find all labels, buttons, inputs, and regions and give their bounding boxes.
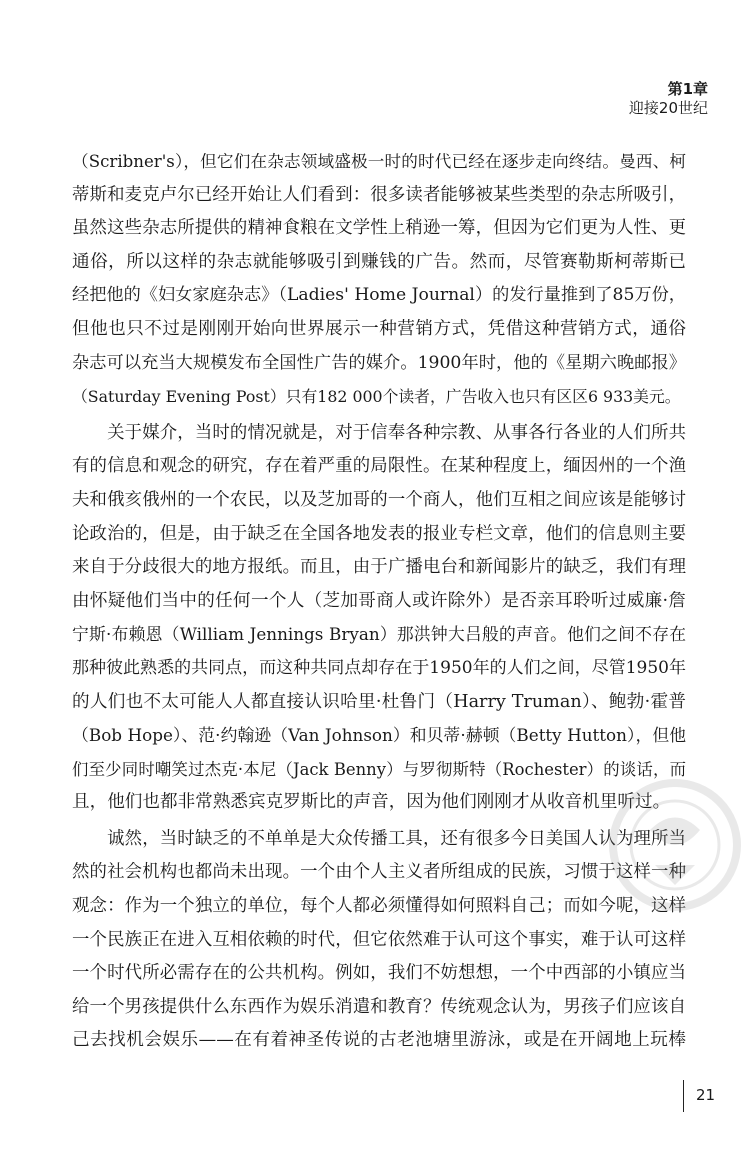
text-line: 一个时代所必需存在的公共机构。例如，我们不妨想想，一个中西部的小镇应当 (72, 963, 686, 984)
text-line: 们至少同时嘲笑过杰克·本尼（Jack Benny）与罗彻斯特（Rochester）的谈话，而 (72, 759, 686, 779)
body-text (72, 145, 686, 1058)
text-line: 由怀疑他们当中的任何一个人（芝加哥商人或许除外）是否亲耳聆听过威廉·詹 (72, 590, 686, 611)
text-line: 通俗，所以这样的杂志就能够吸引到赚钱的广告。然而，尽管赛勒斯柯蒂斯已 (72, 251, 686, 272)
text-line: 论政治的，但是，由于缺乏在全国各地发表的报业专栏文章，他们的信息则主要 (72, 523, 686, 544)
page-number: 21 (696, 1086, 716, 1104)
text-line: 蒂斯和麦克卢尔已经开始让人们看到：很多读者能够被某些类型的杂志所吸引， (72, 184, 686, 205)
chapter-number: 第1章 (667, 80, 708, 98)
text-line: 的人们也不太可能人人都直接认识哈里·杜鲁门（Harry Truman）、鲍勃·霍普 (72, 691, 686, 712)
text-line: 来自于分歧很大的地方报纸。而且，由于广播电台和新闻影片的缺乏，我们有理 (72, 557, 686, 578)
text-line: 但他也只不过是刚刚开始向世界展示一种营销方式，凭借这种营销方式，通俗 (72, 318, 686, 339)
text-line: （Scribner's），但它们在杂志领域盛极一时的时代已经在逐步走向终结。曼西、柯 (72, 152, 686, 171)
text-line: 且，他们也都非常熟悉宾克罗斯比的声音，因为他们刚刚才从收音机里听过。 (72, 792, 671, 813)
chapter-title: 迎接20世纪 (628, 99, 708, 117)
folio-rule (683, 1080, 684, 1112)
text-line: 有的信息和观念的研究，存在着严重的局限性。在某种程度上，缅因州的一个渔 (72, 456, 686, 477)
text-line: 杂志可以充当大规模发布全国性广告的媒介。1900年时，他的《星期六晚邮报》 (72, 352, 686, 373)
text-line: 经把他的《妇女家庭杂志》（Ladies' Home Journal）的发行量推到了85万份， (72, 285, 686, 306)
running-head (629, 80, 708, 118)
text-line: 然的社会机构也都尚未出现。一个由个人主义者所组成的民族，习惯于这样一种 (72, 862, 686, 883)
text-line: （Bob Hope）、范·约翰逊（Van Johnson）和贝蒂·赫顿（Betty Hutton），但他 (72, 725, 686, 746)
text-line: 宁斯·布赖恩（William Jennings Bryan）那洪钟大吕般的声音。他们之间不存在 (72, 624, 686, 645)
text-line: 一个民族正在进入互相依赖的时代，但它依然难于认可这个事实，难于认可这样 (72, 929, 686, 950)
text-line: 己去找机会娱乐——在有着神圣传说的古老池塘里游泳，或是在开阔地上玩棒 (72, 1030, 686, 1051)
text-line: 诚然，当时缺乏的不单单是大众传播工具，还有很多今日美国人认为理所当 (72, 828, 686, 849)
text-line: （Saturday Evening Post）只有182 000个读者，广告收入也只有区区6 933美元。 (72, 387, 681, 407)
text-line: 观念：作为一个独立的单位，每个人都必须懂得如何照料自己；而如今呢，这样 (72, 896, 686, 917)
text-line: 夫和俄亥俄州的一个农民，以及芝加哥的一个商人，他们互相之间应该是能够讨 (72, 489, 686, 510)
text-line: 给一个男孩提供什么东西作为娱乐消遣和教育？传统观念认为，男孩子们应该自 (72, 996, 686, 1017)
text-line: 虽然这些杂志所提供的精神食粮在文学性上稍逊一筹，但因为它们更为人性、更 (72, 218, 686, 239)
text-line: 那种彼此熟悉的共同点，而这种共同点却存在于1950年的人们之间，尽管1950年 (72, 657, 686, 678)
text-line: 关于媒介，当时的情况就是，对于信奉各种宗教、从事各行各业的人们所共 (72, 422, 686, 443)
